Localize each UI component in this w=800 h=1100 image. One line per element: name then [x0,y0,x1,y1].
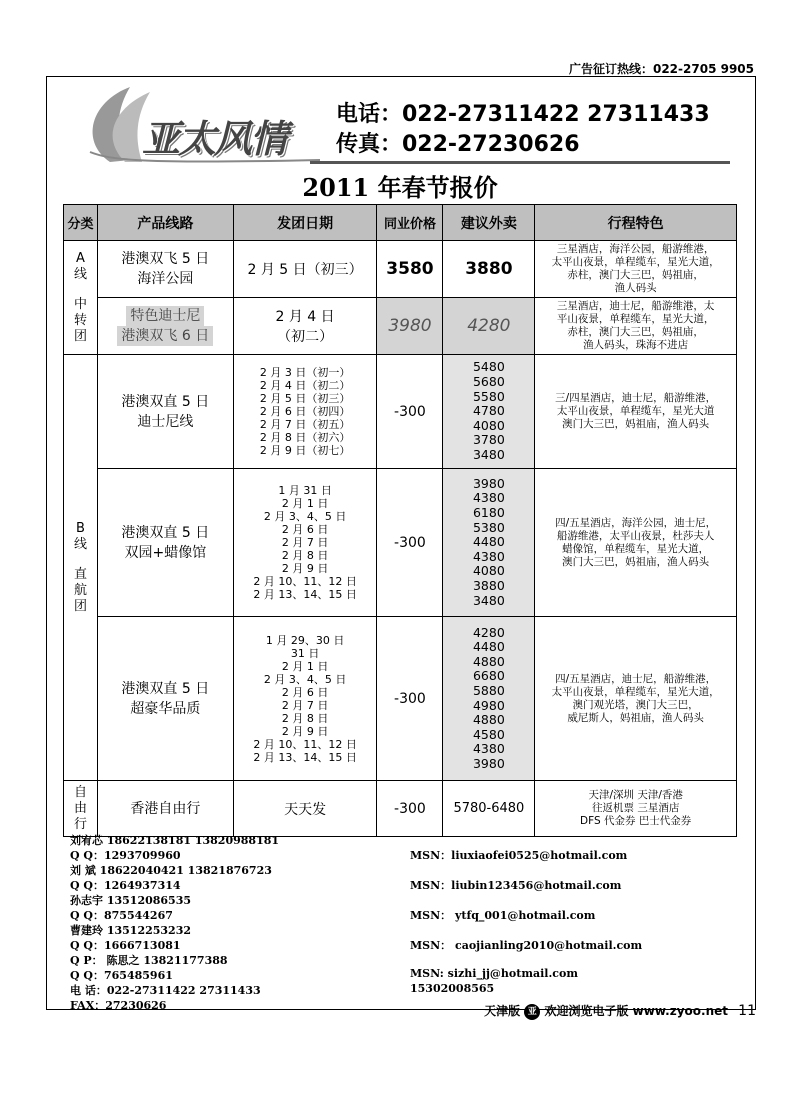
staff-line: 孙志宇 13512086535 [70,894,192,907]
product-name: 特色迪士尼 港澳双飞 6 日 [97,298,233,355]
table-row [64,469,737,617]
departure-dates: 1 月 31 日 2 月 1 日 2 月 3、4、5 日 2 月 6 日 2 月 7 日 2 月 8 日 2 月 9 日 2 月 10、11、12 日 2 月 13、14、15 日 [233,469,377,617]
table-row [64,355,737,469]
contact-block [336,100,710,160]
peer-price: 3580 [377,241,443,298]
header-features: 行程特色 [535,205,737,241]
table-row [64,241,737,298]
itinerary-features: 三星酒店，海洋公园，船游维港， 太平山夜景，单程缆车，星光大道， 赤柱，澳门大三巴，妈祖庙， 渔人码头 [535,241,737,298]
departure-dates: 2 月 5 日（初三） [233,241,377,298]
logo-text: 亚太风情 [142,117,287,161]
suggested-price: 3880 [443,241,535,298]
peer-price: -300 [377,355,443,469]
contact-fax: 传真：022-27230626 [336,132,580,157]
staff-mobile: 15302008565 [410,982,495,995]
peer-price: 3980 [377,298,443,355]
product-name: 港澳双直 5 日 双园+蜡像馆 [97,469,233,617]
product-name: 港澳双直 5 日 超豪华品质 [97,617,233,781]
staff-msn: MSN： caojianling2010@hotmail.com [410,939,643,952]
price-table [63,204,737,837]
staff-line: Q Q：1666713081 [70,939,181,952]
table-header-row [64,205,737,241]
category-free: 自 由 行 [64,781,98,837]
itinerary-features: 三星酒店，迪士尼，船游维港，太 平山夜景，单程缆车，星光大道， 赤柱，澳门大三巴，妈祖庙， 渔人码头，珠海不进店 [535,298,737,355]
staff-line: Q P： 陈思之 13821177388 [70,954,228,967]
page-title: 2011 年春节报价 [302,173,498,202]
itinerary-features: 三/四星酒店，迪士尼，船游维港， 太平山夜景，单程缆车，星光大道 澳门大三巴，妈祖庙，渔人码头 [535,355,737,469]
departure-dates: 2 月 4 日 （初二） [233,298,377,355]
staff-msn: MSN：liuxiaofei0525@hotmail.com [410,849,628,862]
suggested-price: 5480 5680 5580 4780 4080 3780 3480 [443,355,535,469]
header-dates: 发团日期 [233,205,377,241]
itinerary-features: 四/五星酒店，海洋公园，迪士尼， 船游维港，太平山夜景，杜莎夫人 蜡像馆，单程缆车，星光大道， 澳门大三巴，妈祖庙，渔人码头 [535,469,737,617]
peer-price: -300 [377,781,443,837]
badge-icon: 亚 [524,1004,540,1020]
staff-line: Q Q：765485961 [70,969,173,982]
suggested-price: 5780-6480 [443,781,535,837]
category-b: B 线 直 航 团 [64,355,98,781]
header-product: 产品线路 [97,205,233,241]
staff-line: Q Q：875544267 [70,909,173,922]
peer-price: -300 [377,469,443,617]
suggested-price: 3980 4380 6180 5380 4480 4380 4080 3880 3480 [443,469,535,617]
ad-hotline: 广告征订热线：022-2705 9905 [568,62,754,76]
staff-msn: MSN：liubin123456@hotmail.com [410,879,622,892]
product-name: 港澳双飞 5 日 海洋公园 [97,241,233,298]
header-category: 分类 [64,205,98,241]
departure-dates: 天天发 [233,781,377,837]
staff-line: Q Q：1293709960 [70,849,181,862]
product-name: 香港自由行 [97,781,233,837]
staff-line: 刘宥芯 18622138181 13820988181 [70,834,280,847]
category-a: A 线 中 转 团 [64,241,98,355]
peer-price: -300 [377,617,443,781]
table-row [64,781,737,837]
suggested-price: 4280 4480 4880 6680 5880 4980 4880 4580 4380 3980 [443,617,535,781]
header-peer-price: 同业价格 [377,205,443,241]
departure-dates: 2 月 3 日（初一） 2 月 4 日（初二） 2 月 5 日（初三） 2 月 6 日（初四） 2 月 7 日（初五） 2 月 8 日（初六） 2 月 9 日（初七） [233,355,377,469]
staff-line: FAX：27230626 [70,999,167,1012]
contact-phone: 电话：022-27311422 27311433 [336,102,710,127]
itinerary-features: 天津/深圳 天津/香港 往返机票 三星酒店 DFS 代金券 巴士代金券 [535,781,737,837]
header-rule [310,161,730,164]
staff-line: 刘 斌 18622040421 13821876723 [70,864,272,877]
departure-dates: 1 月 29、30 日 31 日 2 月 1 日 2 月 3、4、5 日 2 月 6 日 2 月 7 日 2 月 8 日 2 月 9 日 2 月 10、11、12 日 2 月 13、14、15 日 [233,617,377,781]
staff-line: 曹建玲 13512253232 [70,924,192,937]
suggested-price: 4280 [443,298,535,355]
staff-msn: MSN： ytfq_001@hotmail.com [410,909,596,922]
staff-msn: MSN: sizhi_jj@hotmail.com [410,967,578,980]
page-number: 11 [738,1003,756,1019]
footer-edition: 天津版 [484,1004,521,1018]
itinerary-features: 四/五星酒店，迪士尼，船游维港， 太平山夜景，单程缆车，星光大道， 澳门观光塔，澳门大三巴， 威尼斯人，妈祖庙，渔人码头 [535,617,737,781]
table-row [64,617,737,781]
table-row [64,298,737,355]
staff-line: Q Q：1264937314 [70,879,181,892]
product-name: 港澳双直 5 日 迪士尼线 [97,355,233,469]
staff-line: 电 话：022-27311422 27311433 [70,984,261,997]
footer [46,1002,756,1020]
footer-welcome: 欢迎浏览电子版 www.zyoo.net [544,1004,728,1018]
header-suggested: 建议外卖 [443,205,535,241]
